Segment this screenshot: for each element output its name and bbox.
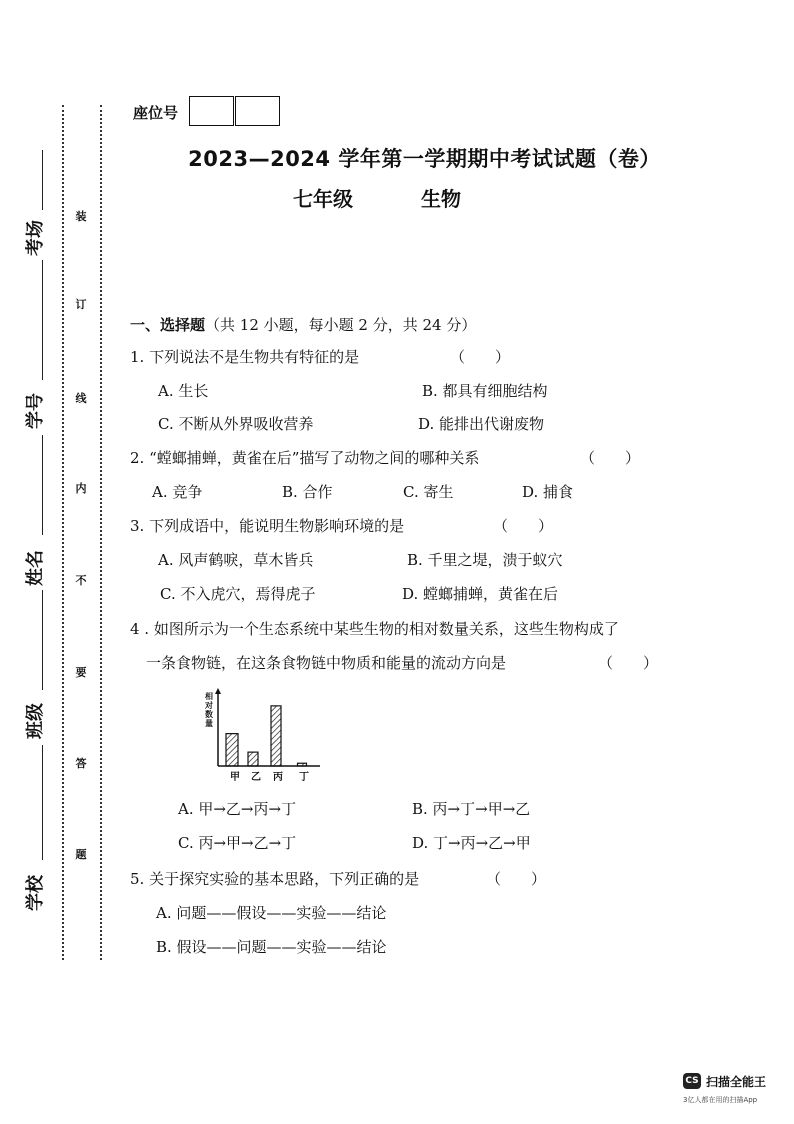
seal-char: 内 — [75, 482, 87, 495]
section-heading — [130, 314, 476, 335]
option: A. 生长 — [158, 382, 209, 400]
bar-乙 — [248, 752, 258, 766]
x-tick-label: 乙 — [251, 772, 261, 783]
option: A. 甲→乙→丙→丁 — [178, 800, 297, 818]
question-stem: 5. 关于探究实验的基本思路，下列正确的是 — [130, 870, 420, 888]
scanner-app-name: 扫描全能王 — [706, 1075, 767, 1089]
label-banji: 班级 — [25, 703, 46, 739]
option: C. 不入虎穴，焉得虎子 — [160, 585, 316, 603]
seal-char: 订 — [75, 298, 87, 311]
answer-blank[interactable]: （ ） — [493, 517, 554, 535]
answer-blank[interactable]: （ ） — [450, 348, 511, 366]
option: D. 能排出代谢废物 — [418, 415, 545, 433]
seat-number-label: 座位号 — [133, 104, 179, 122]
x-tick-label: 甲 — [230, 772, 240, 783]
binding-dotted-line — [62, 105, 64, 960]
question-stem: 3. 下列成语中，能说明生物影响环境的是 — [130, 517, 405, 535]
bar-丙 — [271, 706, 281, 766]
label-kaochang: 考场 — [25, 220, 46, 256]
binding-rule — [42, 745, 43, 860]
label-xuehao: 学号 — [25, 393, 46, 429]
option: B. 千里之堤，溃于蚁穴 — [407, 551, 563, 569]
bar-丁 — [298, 763, 307, 766]
seat-number-box[interactable] — [235, 96, 280, 126]
x-tick-label: 丙 — [273, 772, 283, 783]
binding-rule — [42, 435, 43, 535]
exam-subject: 生物 — [421, 187, 461, 211]
answer-blank[interactable]: （ ） — [486, 870, 547, 888]
seal-char: 线 — [75, 392, 87, 405]
option: C. 不断从外界吸收营养 — [158, 415, 314, 433]
option: B. 合作 — [282, 483, 333, 501]
binding-dotted-line — [100, 105, 102, 960]
answer-blank[interactable]: （ ） — [598, 654, 659, 672]
seal-char: 答 — [75, 757, 87, 770]
question-stem: 1. 下列说法不是生物共有特征的是 — [130, 348, 360, 366]
y-axis-arrow — [215, 688, 221, 694]
section-note: （共 12 小题，每小题 2 分，共 24 分） — [205, 316, 477, 334]
scanner-tagline: 3亿人都在用的扫描App — [683, 1096, 758, 1104]
seat-number-box[interactable] — [189, 96, 234, 126]
option: B. 假设——问题——实验——结论 — [156, 938, 387, 956]
question-stem: 4 . 如图所示为一个生态系统中某些生物的相对数量关系，这些生物构成了 — [130, 620, 619, 638]
seal-char: 题 — [75, 848, 87, 861]
seal-char: 不 — [75, 574, 87, 587]
x-tick-label: 丁 — [299, 772, 309, 783]
option: D. 螳螂捕蝉，黄雀在后 — [402, 585, 559, 603]
seal-char: 要 — [75, 666, 87, 679]
exam-title: 2023—2024 学年第一学期期中考试试题（卷） — [188, 147, 661, 171]
section-title: 一、选择题 — [130, 316, 206, 334]
label-xuexiao: 学校 — [25, 875, 46, 911]
binding-rule — [42, 260, 43, 380]
option: A. 风声鹤唳，草木皆兵 — [158, 551, 314, 569]
option: A. 问题——假设——实验——结论 — [156, 904, 387, 922]
question-stem: 2. “螳螂捕蝉，黄雀在后”描写了动物之间的哪种关系 — [130, 449, 480, 467]
question-stem-continued: 一条食物链，在这条食物链中物质和能量的流动方向是 — [146, 654, 507, 672]
option: A. 竞争 — [152, 483, 203, 501]
option: B. 都具有细胞结构 — [422, 382, 548, 400]
option: C. 丙→甲→乙→丁 — [178, 834, 297, 852]
seal-char: 装 — [75, 210, 87, 223]
option: B. 丙→丁→甲→乙 — [412, 800, 531, 818]
y-axis-label: 相对数量 — [205, 691, 213, 728]
exam-grade: 七年级 — [293, 187, 353, 211]
option: D. 丁→丙→乙→甲 — [412, 834, 531, 852]
option: C. 寄生 — [403, 483, 454, 501]
option: D. 捕食 — [522, 483, 574, 501]
bar-甲 — [226, 734, 238, 766]
binding-rule — [42, 590, 43, 690]
camscanner-logo-icon: CS — [683, 1073, 701, 1089]
answer-blank[interactable]: （ ） — [580, 449, 641, 467]
label-xingming: 姓名 — [25, 550, 46, 586]
